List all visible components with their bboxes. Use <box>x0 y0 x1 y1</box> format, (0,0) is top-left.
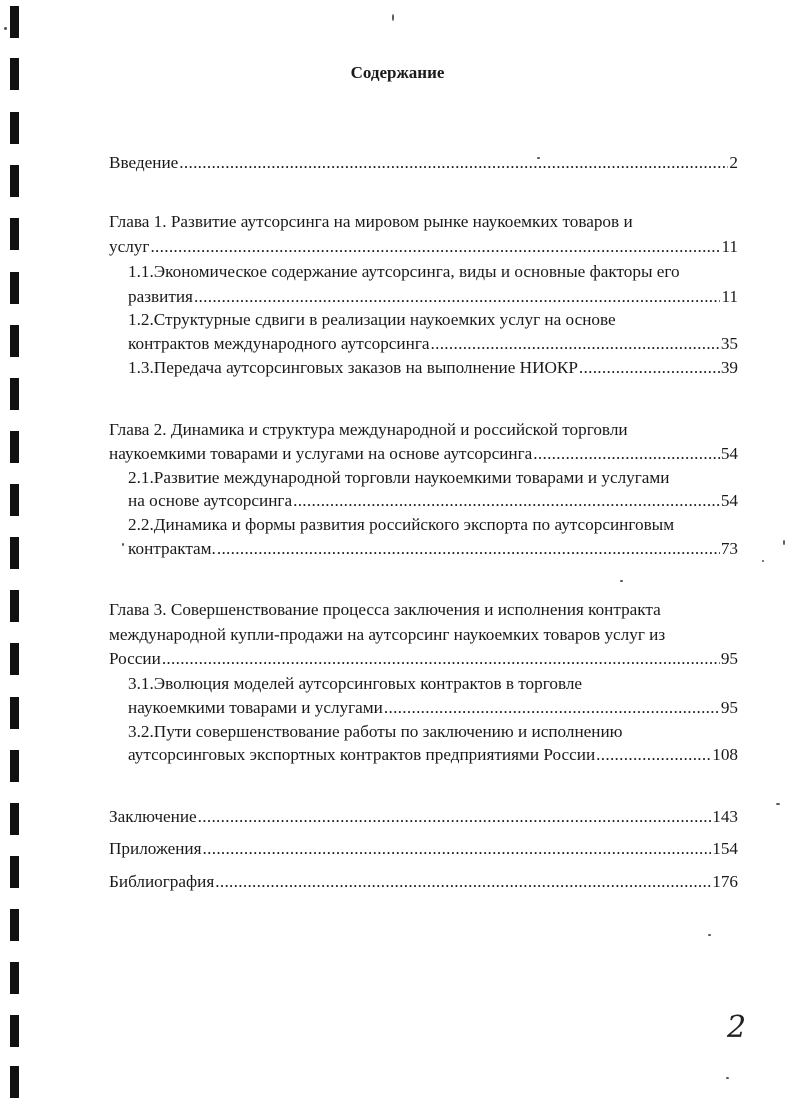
toc-entry-bibliography <box>109 871 738 893</box>
toc-section-3-2-line1: 3.2.Пути совершенствование работы по заключению и исполнению <box>128 722 623 741</box>
toc-section-1-1-line1: 1.1.Экономическое содержание аутсорсинга, виды и основные факторы его <box>128 262 680 281</box>
toc-entry-section-1-2 <box>128 333 738 355</box>
toc-page: 11 <box>721 237 738 256</box>
toc-leader-dots <box>215 871 711 893</box>
scan-speck <box>726 1077 729 1079</box>
scan-speck <box>537 157 540 159</box>
toc-entry-section-3-2 <box>128 744 738 766</box>
toc-chapter-3-line2: международной купли-продажи на аутсорсинг наукоемких товаров услуг из <box>109 625 666 644</box>
toc-section-2-2-line1: 2.2.Динамика и формы развития российского экспорта по аутсорсинговым <box>128 515 675 534</box>
toc-entry-section-1-1 <box>128 286 738 308</box>
toc-leader-dots <box>217 538 720 560</box>
toc-chapter-3-line1: Глава 3. Совершенствование процесса заключения и исполнения контракта <box>109 600 661 619</box>
toc-label: аутсорсинговых экспортных контрактов предприятиями России <box>128 745 596 764</box>
toc-chapter-1-line1: Глава 1. Развитие аутсорсинга на мировом рынке наукоемких товаров и <box>109 212 633 231</box>
toc-entry-chapter-2 <box>109 443 738 465</box>
toc-leader-dots <box>384 697 720 719</box>
toc-leader-dots <box>198 806 712 828</box>
toc-leader-dots <box>431 333 720 355</box>
toc-label: на основе аутсорсинга <box>128 491 293 510</box>
toc-page: 73 <box>720 539 738 558</box>
toc-page: 54 <box>720 491 738 510</box>
toc-label: Заключение <box>109 807 197 826</box>
toc-page: 54 <box>720 444 738 463</box>
toc-entry-appendices <box>109 838 738 860</box>
toc-page: 11 <box>721 287 738 306</box>
toc-label: услуг <box>109 237 150 256</box>
toc-entry-chapter-3 <box>109 648 738 670</box>
toc-leader-dots <box>203 838 712 860</box>
toc-label: наукоемкими товарами и услугами <box>128 698 383 717</box>
toc-chapter-2-line1: Глава 2. Динамика и структура международной и российской торговли <box>109 420 628 439</box>
toc-label: контрактам. <box>128 539 216 558</box>
toc-entry-section-1-3 <box>128 357 738 379</box>
toc-label: наукоемкими товарами и услугами на основе аутсорсинга <box>109 444 533 463</box>
toc-section-1-2-line1: 1.2.Структурные сдвиги в реализации наукоемких услуг на основе <box>128 310 616 329</box>
scan-speck <box>708 934 711 936</box>
toc-page: 95 <box>720 649 738 668</box>
toc-leader-dots <box>596 744 711 766</box>
toc-page: 176 <box>712 872 738 891</box>
page-title: Содержание <box>350 63 445 82</box>
scan-speck <box>392 14 394 21</box>
toc-leader-dots <box>194 286 720 308</box>
toc-entry-conclusion <box>109 806 738 828</box>
toc-section-2-1-line1: 2.1.Развитие международной торговли наукоемкими товарами и услугами <box>128 468 670 487</box>
toc-label: Библиография <box>109 872 215 891</box>
toc-label: контрактов международного аутсорсинга <box>128 334 430 353</box>
toc-leader-dots <box>579 357 720 379</box>
toc-page: 2 <box>729 153 738 172</box>
scan-speck <box>783 540 785 545</box>
toc-page: 143 <box>712 807 738 826</box>
scan-speck <box>4 27 7 30</box>
toc-label: 1.3.Передача аутсорсинговых заказов на выполнение НИОКР <box>128 358 578 377</box>
scan-speck <box>776 803 780 805</box>
toc-page: 35 <box>720 334 738 353</box>
toc-label: Введение <box>109 153 179 172</box>
scan-speck <box>620 580 623 582</box>
toc-label: России <box>109 649 161 668</box>
toc-page: 108 <box>712 745 738 764</box>
toc-page: 95 <box>720 698 738 717</box>
toc-page: 39 <box>720 358 738 377</box>
toc-label: Приложения <box>109 839 202 858</box>
toc-leader-dots <box>179 152 728 174</box>
toc-entry-section-3-1 <box>128 697 738 719</box>
scan-speck <box>122 543 124 546</box>
toc-entry-chapter-1 <box>109 236 738 258</box>
toc-entry-section-2-2 <box>128 538 738 560</box>
toc-page: 154 <box>712 839 738 858</box>
toc-label: развития <box>128 287 193 306</box>
toc-leader-dots <box>533 443 720 465</box>
toc-section-3-1-line1: 3.1.Эволюция моделей аутсорсинговых контрактов в торговле <box>128 674 583 693</box>
toc-entry-intro <box>109 152 738 174</box>
toc-leader-dots <box>150 236 720 258</box>
toc-leader-dots <box>293 490 720 512</box>
toc-leader-dots <box>162 648 720 670</box>
handwritten-page-number: 2 <box>727 1010 747 1045</box>
scan-speck <box>762 560 764 562</box>
toc-entry-section-2-1 <box>128 490 738 512</box>
